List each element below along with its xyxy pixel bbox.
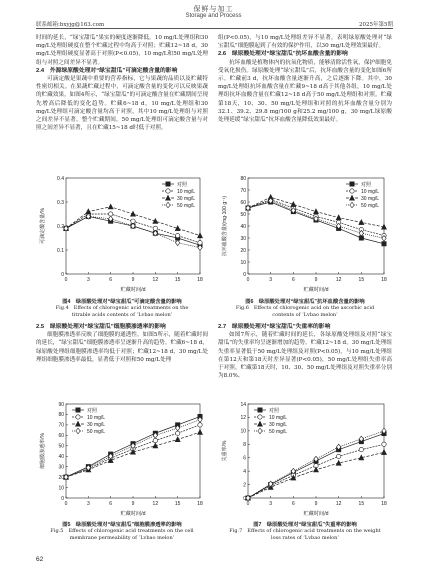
y-axis-label: 抗坏血酸含量/(mg·100 g⁻¹) <box>222 195 228 257</box>
fig6-caption-en: Fig.6 Effects of chlorogenic acid on the ascorbic acid contents of ‘Lvbao melon’ <box>235 305 375 318</box>
y-tick-label: 8 <box>243 442 246 449</box>
y-tick-label: 10 <box>58 485 64 492</box>
journal-title-en: Storage and Process <box>185 13 242 19</box>
legend-label: 50 mg/L <box>177 202 196 209</box>
data-point <box>382 450 387 455</box>
section-heading-2-4: 2.4 外源绿原酸处理对“绿宝甜瓜”可滴定酸含量的影响 <box>36 67 178 74</box>
paragraph: 可滴定酸是果蔬中重要的营养指标，它与果蔬的品质以及贮藏特性密切相关。在果蔬贮藏过程中，可滴定酸含量的变化可以反映果蔬的贮藏效果。如图4所示，“绿宝甜瓜”的可滴定酸含量在贮藏期间呈现先增高后降低的变化趋势。贮藏6~18 d，10 mg/L处理组和30 mg/L处理组可滴定酸含量均高于对照，其中10 mg/L处理组与对照之间差异不显著。整个贮藏期间，50 mg/L处理组可滴定酸含量与对照之间差异不显著，且在贮藏15~18 d时低于对照。 <box>36 76 208 132</box>
x-tick-label: 6 <box>109 277 113 283</box>
legend-label: 30 mg/L <box>361 195 380 202</box>
legend-label: 对照 <box>361 181 372 188</box>
page-number: 62 <box>36 556 44 563</box>
y-tick-label: 20 <box>240 247 246 254</box>
legend-label: 50 mg/L <box>361 202 380 209</box>
data-point <box>166 202 170 208</box>
x-tick-label: 9 <box>131 277 135 283</box>
x-tick-label: 12 <box>152 501 159 507</box>
y-tick-label: 0 <box>61 271 64 278</box>
legend-label: 对照 <box>87 407 98 414</box>
y-axis-label: 细胞膜渗透率/% <box>40 433 46 469</box>
data-point <box>336 454 340 458</box>
data-point <box>359 447 363 451</box>
series-line <box>66 432 200 477</box>
left-column-top <box>36 34 208 132</box>
section-heading-2-6: 2.6 绿原酸处理对“绿宝甜瓜”抗坏血酸含量的影响 <box>218 51 348 58</box>
paragraph: 如图7所示，随着贮藏时间的延长，各绿原酸处理组及对照“绿宝甜瓜”的失重率均呈逐渐增加的趋势。贮藏12~18 d，30 mg/L处理组失重率显著低于50 mg/L处理组及对照(P<0.05)，与10 mg/L处理组在第12天和第18天时差异显著(P<0.05)，50 mg/L处理组失重率高于对照。贮藏第18天时，10、30、50 mg/L处理组及对照失重率分别为8.0%、 <box>218 332 392 380</box>
x-axis-label: 贮藏时间/d <box>120 287 146 293</box>
x-tick-label: 3 <box>86 501 90 507</box>
chart-fig6 <box>218 172 392 294</box>
fig5-caption-cn: 图5 绿原酸处理对“绿宝甜瓜”细胞膜渗透率的影响 <box>62 522 182 528</box>
x-tick-label: 18 <box>381 501 387 507</box>
data-point <box>175 233 179 237</box>
data-point <box>76 421 81 426</box>
data-point <box>314 467 319 472</box>
right-column-bottom <box>218 323 392 380</box>
x-tick-label: 15 <box>358 277 365 283</box>
paragraph: 组(P<0.05)，与10 mg/L处理组差异不显著。表明绿原酸处理对“绿宝甜瓜”细胞膜起到了有效的保护作用，以30 mg/L处理效果最好。 <box>218 35 392 50</box>
fig7-caption-en: Fig.7 Effects of chlorogenic acid treatments on the weight loss rates of ‘Lvbao melon’ <box>229 528 381 541</box>
x-tick-label: 12 <box>152 277 159 283</box>
y-tick-label: 0.1 <box>57 247 64 254</box>
data-point <box>350 195 355 200</box>
data-point <box>336 215 341 220</box>
section-heading-2-7: 2.7 绿原酸处理对“绿宝甜瓜”失重率的影响 <box>218 324 331 330</box>
x-tick-label: 6 <box>291 501 295 507</box>
y-tick-label: 40 <box>240 223 246 230</box>
y-tick-label: 0 <box>243 495 246 502</box>
y-tick-label: 4 <box>243 468 246 475</box>
legend-label: 10 mg/L <box>269 414 288 421</box>
x-tick-label: 6 <box>291 277 295 283</box>
y-tick-label: 50 <box>58 443 64 450</box>
y-tick-label: 0.3 <box>57 199 64 206</box>
fig4-caption-cn: 图4 绿原酸处理对“绿宝甜瓜”可滴定酸含量的影响 <box>62 299 182 305</box>
data-point <box>258 415 262 419</box>
fig6-caption-cn: 图6 绿原酸处理对“绿宝甜瓜”抗坏血酸含量的影响 <box>245 299 365 305</box>
x-tick-label: 3 <box>269 277 273 283</box>
x-tick-label: 12 <box>335 277 342 283</box>
y-tick-label: 80 <box>240 175 246 182</box>
data-point <box>198 423 202 427</box>
y-tick-label: 30 <box>240 235 246 242</box>
y-tick-label: 14 <box>240 401 246 408</box>
legend-label: 10 mg/L <box>177 188 196 195</box>
x-tick-label: 18 <box>197 501 203 507</box>
y-tick-label: 10 <box>240 428 246 435</box>
x-tick-label: 9 <box>131 501 135 507</box>
x-tick-label: 3 <box>86 277 90 283</box>
data-point <box>382 242 386 246</box>
y-tick-label: 0 <box>61 495 64 502</box>
data-point <box>382 442 386 446</box>
data-point <box>153 438 157 442</box>
x-tick-label: 15 <box>174 277 181 283</box>
y-tick-label: 2 <box>243 482 246 489</box>
y-tick-label: 20 <box>58 474 64 481</box>
x-tick-label: 0 <box>246 277 250 283</box>
x-tick-label: 0 <box>64 501 68 507</box>
x-axis-label: 贮藏时间/d <box>303 511 329 517</box>
data-point <box>175 240 179 246</box>
legend-label: 10 mg/L <box>87 414 106 421</box>
y-axis-label: 失重率/% <box>222 440 228 462</box>
legend-label: 对照 <box>177 181 188 188</box>
data-point <box>76 408 80 412</box>
legend-label: 50 mg/L <box>269 428 288 435</box>
data-point <box>258 421 263 426</box>
y-tick-label: 70 <box>58 422 64 429</box>
x-tick-label: 6 <box>109 501 113 507</box>
chart-fig4 <box>36 172 208 294</box>
x-tick-label: 0 <box>246 501 250 507</box>
x-tick-label: 0 <box>64 277 68 283</box>
y-tick-label: 40 <box>58 454 64 461</box>
x-axis-label: 贮藏时间/d <box>120 511 146 517</box>
data-point <box>166 189 170 193</box>
data-point <box>76 415 80 419</box>
paragraph: 细胞膜渗透率反映了细胞膜的通透性。如图5所示，随着贮藏时间的延长，“绿宝甜瓜”细胞膜渗透率呈逐渐升高的趋势。贮藏6~18 d，绿原酸处理组细胞膜渗透率均低于对照；贮藏12~18 d，30 mg/L处理组细胞膜渗透率最低，显著低于对照和50 mg/L处理 <box>36 332 208 363</box>
y-tick-label: 0.2 <box>57 223 64 230</box>
paragraph: 抗坏血酸是植物体内的抗氧化物质，能够清除活性氧，保护细胞免受氧化损伤。绿原酸处理“绿宝甜瓜”后，抗坏血酸含量的变化如图6所示。贮藏前3 d，抗坏血酸含量逐渐升高，之后逐渐下降。其中，30 mg/L处理组抗坏血酸含量在贮藏9~18 d高于其他各组，10 mg/L处理组抗坏血酸含量在贮藏12~18 d高于50 mg/L处理组和对照。贮藏第18天，10、30、50 mg/L处理组和对照的抗坏血酸含量分别为32.1、39.2、29.8 mg/100 g和25.2 mg/100 g，30 mg/L绿原酸处理延缓“绿宝甜瓜”抗坏血酸含量降低效果最好。 <box>218 59 392 124</box>
legend-label: 30 mg/L <box>177 195 196 202</box>
y-tick-label: 60 <box>58 433 64 440</box>
y-tick-label: 10 <box>240 259 246 266</box>
x-tick-label: 18 <box>381 277 387 283</box>
section-heading-2-5: 2.5 绿原酸处理对“绿宝甜瓜”细胞膜渗透率的影响 <box>36 324 166 330</box>
data-point <box>350 202 354 208</box>
x-tick-label: 18 <box>197 277 203 283</box>
legend-label: 对照 <box>269 407 280 414</box>
data-point <box>108 204 113 209</box>
x-tick-label: 9 <box>314 277 318 283</box>
paragraph: 时间的延长，“绿宝甜瓜”果实的硬度逐渐降低。10 mg/L处理组和30 mg/L处理组硬度在整个贮藏过程中均高于对照；贮藏12~18 d，30 mg/L处理组硬度显著高于对照(P<0.05)，10 mg/L和50 mg/L处理组与对照之间差异不显著。 <box>36 35 208 66</box>
chart-fig7 <box>218 398 392 518</box>
data-point <box>198 233 203 238</box>
data-point <box>166 195 171 200</box>
legend-label: 50 mg/L <box>87 428 106 435</box>
legend-label: 10 mg/L <box>361 188 380 195</box>
x-axis-label: 贮藏时间/d <box>303 287 329 293</box>
y-tick-label: 80 <box>58 412 64 419</box>
y-tick-label: 30 <box>58 464 64 471</box>
y-tick-label: 6 <box>243 455 246 462</box>
legend-label: 30 mg/L <box>269 421 288 428</box>
left-column-bottom <box>36 323 208 364</box>
data-point <box>76 428 80 434</box>
y-tick-label: 50 <box>240 211 246 218</box>
x-tick-label: 15 <box>358 501 365 507</box>
fig5-caption-en: Fig.5 Effects of chlorogenic acid treatments on the cell membrane permeability of ‘Lvbao melon’ <box>50 528 194 541</box>
x-tick-label: 3 <box>269 501 273 507</box>
data-point <box>166 182 170 186</box>
fig4-caption-en: Fig.4 Effects of chlorogenic acid treatments on the titrable acids contents of ‘Lvbao melon’ <box>55 305 189 318</box>
y-tick-label: 0.4 <box>57 175 64 182</box>
data-point <box>258 408 262 412</box>
contact-email: 联系邮箱:bxyjg@163.com <box>36 22 105 28</box>
data-point <box>198 430 203 435</box>
data-point <box>314 209 319 214</box>
data-point <box>350 182 354 186</box>
x-tick-label: 12 <box>335 501 342 507</box>
right-column-top <box>218 34 392 124</box>
y-tick-label: 0 <box>243 271 246 278</box>
fig7-caption-cn: 图7 绿原酸处理对“绿宝甜瓜”失重率的影响 <box>253 522 357 528</box>
journal-title-cn: 保鲜与加工 <box>193 5 234 13</box>
data-point <box>175 431 179 435</box>
data-point <box>258 428 262 434</box>
data-point <box>350 189 354 193</box>
y-tick-label: 70 <box>240 187 246 194</box>
y-tick-label: 60 <box>240 199 246 206</box>
y-axis-label: 可滴定酸含量/% <box>40 208 46 244</box>
header-rule <box>36 28 393 29</box>
legend-label: 30 mg/L <box>87 421 106 428</box>
x-tick-label: 15 <box>174 501 181 507</box>
y-tick-label: 90 <box>58 401 64 408</box>
issue-number: 2025年第5期 <box>359 22 393 28</box>
y-tick-label: 12 <box>240 415 246 422</box>
chart-fig5 <box>36 398 208 518</box>
x-tick-label: 9 <box>314 501 318 507</box>
